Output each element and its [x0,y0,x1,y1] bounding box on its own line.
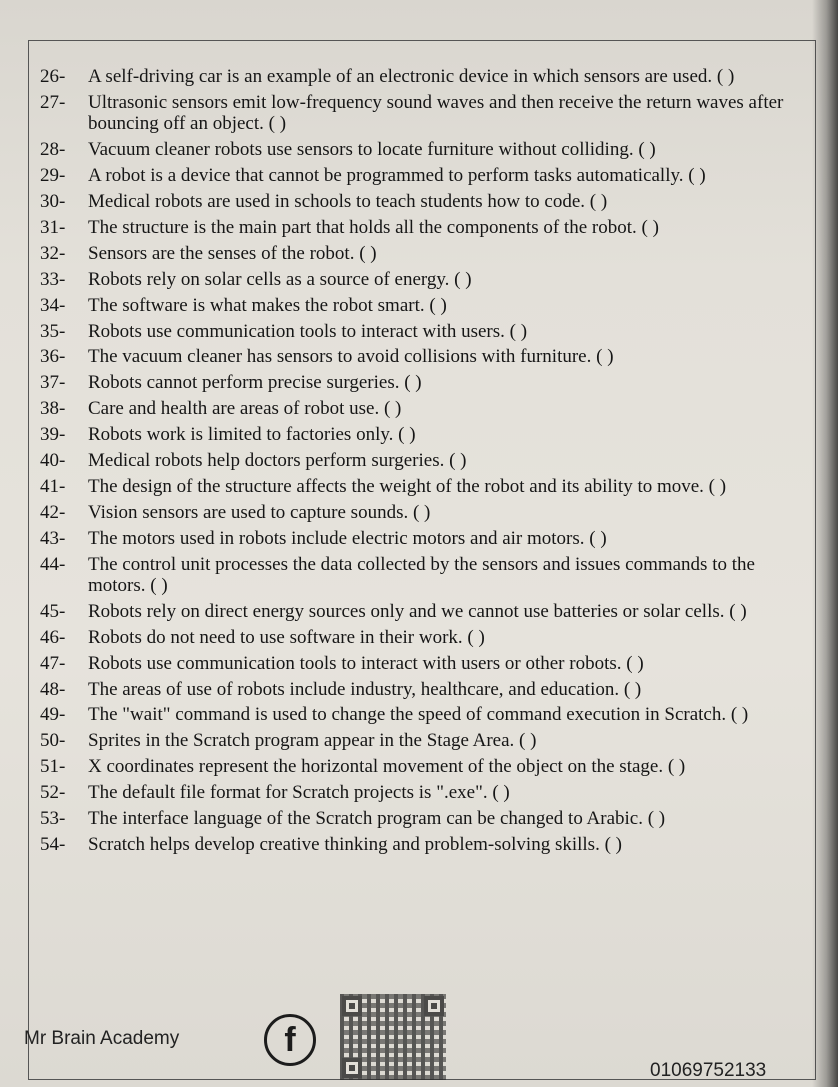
question-text: Scratch helps develop creative thinking and problem-solving skills. ( ) [88,833,622,855]
question-text: The areas of use of robots include industry, healthcare, and education. ( ) [88,678,642,700]
question-text: The default file format for Scratch projects is ".exe". ( ) [88,782,510,804]
question-item [40,372,796,394]
question-number: 50- [40,730,66,752]
question-number: 30- [40,191,66,213]
question-number: 28- [40,139,66,161]
question-text: A robot is a device that cannot be programmed to perform tasks automatically. ( ) [88,165,706,187]
question-text: The software is what makes the robot smart. ( ) [88,294,447,316]
question-text: Robots rely on direct energy sources only and we cannot use batteries or solar cells. ( ) [88,600,747,622]
question-number: 46- [40,626,66,648]
phone-number: 01069752133 [650,1060,767,1081]
question-text: Medical robots are used in schools to teach students how to code. ( ) [88,191,608,213]
question-text: Robots use communication tools to interact with users. ( ) [88,320,528,342]
question-item [40,139,796,161]
question-item [40,243,796,265]
question-item [40,679,796,701]
facebook-icon: f [264,1014,316,1066]
question-number: 54- [40,833,66,855]
question-item [40,269,796,291]
question-number: 40- [40,449,66,471]
question-item [40,653,796,675]
question-number: 35- [40,320,66,342]
question-number: 39- [40,424,66,446]
question-list [40,66,796,860]
question-text: The structure is the main part that holds all the components of the robot. ( ) [88,216,659,238]
page-edge-shadow [812,0,838,1087]
question-item [40,450,796,472]
question-item [40,321,796,343]
question-number: 36- [40,346,66,368]
question-item [40,756,796,778]
question-item [40,808,796,830]
question-item [40,627,796,649]
question-text: Robots do not need to use software in their work. ( ) [88,626,485,648]
question-item [40,476,796,498]
question-number: 33- [40,268,66,290]
question-number: 47- [40,652,66,674]
question-text: The interface language of the Scratch program can be changed to Arabic. ( ) [88,808,666,830]
brand-name: Mr Brain Academy [24,1028,180,1049]
question-number: 37- [40,372,66,394]
question-number: 43- [40,527,66,549]
question-text: Care and health are areas of robot use. ( ) [88,398,402,420]
question-text: Robots rely on solar cells as a source of energy. ( ) [88,268,472,290]
question-text: The motors used in robots include electric motors and air motors. ( ) [88,527,607,549]
question-text: Vacuum cleaner robots use sensors to locate furniture without colliding. ( ) [88,139,656,161]
question-number: 48- [40,678,66,700]
question-item [40,730,796,752]
question-item [40,528,796,550]
question-item [40,601,796,623]
question-text: The control unit processes the data collected by the sensors and issues commands to the motors. ( ) [88,553,755,597]
question-item [40,502,796,524]
question-text: The "wait" command is used to change the speed of command execution in Scratch. ( ) [88,704,749,726]
question-text: Vision sensors are used to capture sounds. ( ) [88,501,431,523]
question-text: A self-driving car is an example of an electronic device in which sensors are used. ( ) [88,66,735,87]
question-item [40,782,796,804]
question-text: Sprites in the Scratch program appear in the Stage Area. ( ) [88,730,537,752]
question-text: Robots use communication tools to interact with users or other robots. ( ) [88,652,644,674]
question-text: Robots work is limited to factories only. ( ) [88,424,416,446]
question-number: 45- [40,600,66,622]
question-number: 32- [40,242,66,264]
question-number: 53- [40,808,66,830]
question-text: The design of the structure affects the weight of the robot and its ability to move. ( ) [88,475,727,497]
question-text: The vacuum cleaner has sensors to avoid collisions with furniture. ( ) [88,346,614,368]
question-number: 44- [40,553,66,575]
question-item [40,554,796,597]
question-item [40,92,796,135]
question-text: X coordinates represent the horizontal movement of the object on the stage. ( ) [88,756,686,778]
question-number: 38- [40,398,66,420]
question-text: Sensors are the senses of the robot. ( ) [88,242,377,264]
question-number: 52- [40,782,66,804]
qr-code [340,994,446,1080]
question-number: 27- [40,91,66,113]
qr-finder-bottom-left [342,1058,362,1078]
qr-finder-top-left [342,996,362,1016]
qr-finder-top-right [424,996,444,1016]
question-number: 51- [40,756,66,778]
question-item [40,165,796,187]
question-number: 31- [40,216,66,238]
question-item [40,424,796,446]
question-number: 26- [40,66,66,87]
question-item [40,398,796,420]
question-item [40,346,796,368]
question-number: 41- [40,475,66,497]
question-item [40,295,796,317]
question-item [40,834,796,856]
question-number: 49- [40,704,66,726]
question-number: 34- [40,294,66,316]
question-item [40,191,796,213]
question-item [40,704,796,726]
question-text: Medical robots help doctors perform surgeries. ( ) [88,449,467,471]
question-number: 42- [40,501,66,523]
question-number: 29- [40,165,66,187]
question-item [40,217,796,239]
question-text: Ultrasonic sensors emit low-frequency sound waves and then receive the return waves after bouncing off an object. ( ) [88,91,784,135]
question-item [40,66,796,88]
question-text: Robots cannot perform precise surgeries. ( ) [88,372,422,394]
